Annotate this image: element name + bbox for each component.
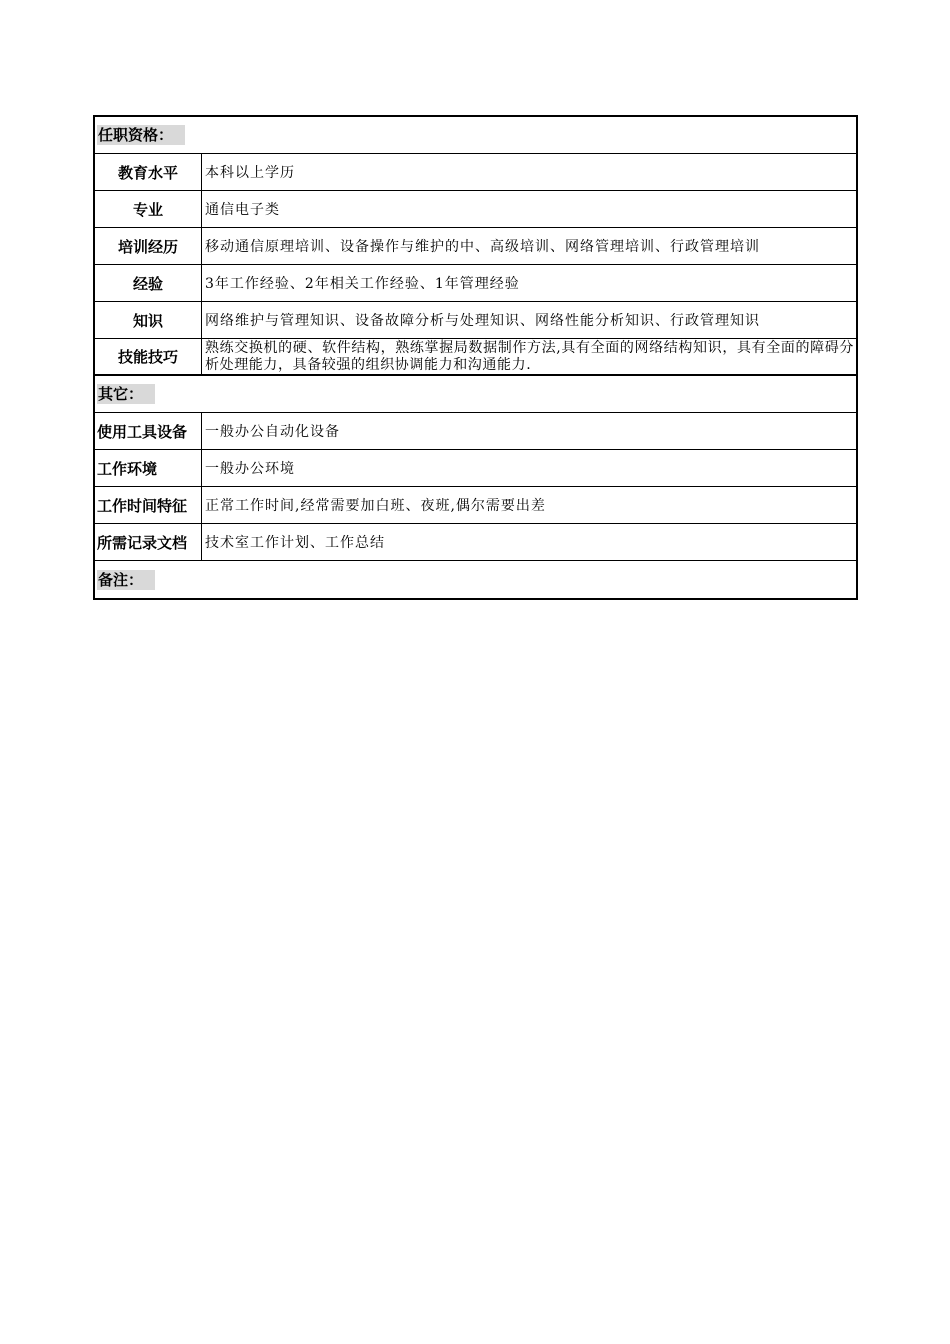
label-tools: 使用工具设备 [95,413,202,449]
value-education: 本科以上学历 [205,165,295,181]
section-title-remarks: 备注： [95,561,155,598]
section-header-qualifications [95,117,856,154]
row-work-hours [95,487,856,524]
value-knowledge: 网络维护与管理知识、设备故障分析与处理知识、网络性能分析知识、行政管理知识 [205,313,760,329]
row-skills [95,339,856,376]
section-header-remarks [95,561,856,598]
value-tools: 一般办公自动化设备 [205,424,340,440]
value-skills: 熟练交换机的硬、软件结构，熟练掌握局数据制作方法,具有全面的网络结构知识，具有全面的障碍分析处理能力，具备较强的组织协调能力和沟通能力. [205,339,854,373]
value-documents: 技术室工作计划、工作总结 [205,535,385,551]
value-major: 通信电子类 [205,202,280,218]
row-major [95,191,856,228]
row-knowledge [95,302,856,339]
label-training: 培训经历 [95,228,202,264]
label-experience: 经验 [95,265,202,301]
label-education: 教育水平 [95,154,202,190]
section-title-qualifications: 任职资格： [95,117,185,153]
value-experience: 3年工作经验、2年相关工作经验、1年管理经验 [205,276,520,292]
row-environment [95,450,856,487]
value-work-hours: 正常工作时间,经常需要加白班、夜班,偶尔需要出差 [205,498,546,514]
section-title-other: 其它： [95,376,155,412]
job-description-table [93,115,858,600]
row-experience [95,265,856,302]
row-tools [95,413,856,450]
section-header-other [95,376,856,413]
value-environment: 一般办公环境 [205,461,295,477]
value-training: 移动通信原理培训、设备操作与维护的中、高级培训、网络管理培训、行政管理培训 [205,239,760,255]
label-environment: 工作环境 [95,450,202,486]
row-training [95,228,856,265]
label-knowledge: 知识 [95,302,202,338]
label-work-hours: 工作时间特征 [95,487,202,523]
row-education [95,154,856,191]
label-major: 专业 [95,191,202,227]
row-documents [95,524,856,561]
label-skills: 技能技巧 [95,339,202,374]
label-documents: 所需记录文档 [95,524,202,560]
